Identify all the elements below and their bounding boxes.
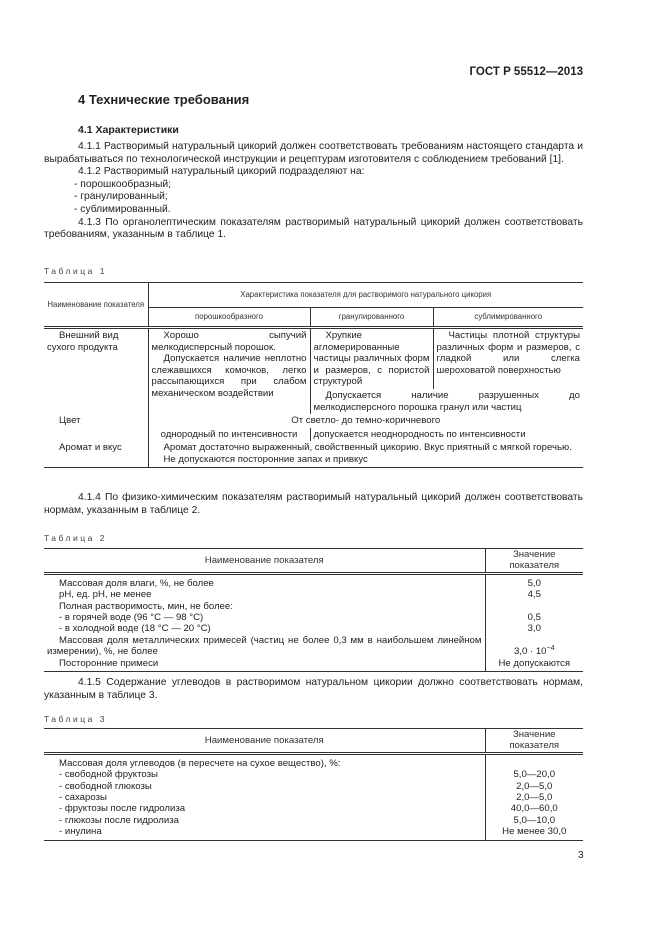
paragraph-4-1-2: 4.1.2 Растворимый натуральный цикорий подразделяют на: <box>78 166 365 178</box>
table-2 <box>44 548 583 672</box>
table-row-value <box>485 753 583 769</box>
table3-label: Таблица 3 <box>44 714 107 724</box>
table-row-name: Массовая доля влаги, %, не более <box>59 577 214 589</box>
color-others: допускается неоднородность по интенсивности <box>310 428 583 442</box>
intro-paragraphs <box>44 141 583 242</box>
table-row-value: 5,0—10,0 <box>485 815 583 826</box>
table-row-name: - свободной глюкозы <box>59 780 152 792</box>
table-row-value: 0,5 <box>485 612 583 623</box>
table-row-name: pH, ед. pH, не менее <box>59 589 152 601</box>
text: Аромат достаточно выраженный, свойственный цикорию. Вкус приятный с мягкой горечью. <box>163 442 572 454</box>
table2-label: Таблица 2 <box>44 533 107 543</box>
table-row-value: 5,0 <box>485 573 583 589</box>
table1-sub-sublimated: сублимированного <box>433 308 583 328</box>
table-row-value: Не допускаются <box>485 658 583 672</box>
table-row-name: Массовая доля углеводов (в пересчете на сухое вещество), %: <box>59 757 341 769</box>
list-item: - порошкообразный; <box>74 178 172 190</box>
table-row-value <box>485 601 583 612</box>
table-row-value: 2,0—5,0 <box>485 781 583 792</box>
color-powder: однородный по интенсивности <box>148 428 310 442</box>
appearance-granular: Хрупкие агломерированные частицы различных форм и размеров, с пористой структурой <box>310 328 433 389</box>
paragraph-4-1-4-block <box>44 492 583 517</box>
table-row-name: Посторонние примеси <box>59 657 159 669</box>
table-row-value: 40,0—60,0 <box>485 803 583 814</box>
table-row-value: 2,0—5,0 <box>485 792 583 803</box>
document-header: ГОСТ Р 55512—2013 <box>469 66 583 78</box>
text: Хорошо сыпучий мелкодисперсный порошок. <box>151 330 307 353</box>
paragraph-4-1-5-block <box>44 677 583 702</box>
table-row-name: Массовая доля металлических примесей (частиц не более 0,3 мм в наибольшем линейном измерении), %, не более <box>47 634 482 658</box>
paragraph-4-1-4: 4.1.4 По физико-химическим показателям растворимый натуральный цикорий должен соответствовать нормам, указанным в таблице 2. <box>44 492 583 516</box>
table1-label: Таблица 1 <box>44 266 107 276</box>
table1-sub-powder: порошкообразного <box>148 308 310 328</box>
table3-col-value: Значение показателя <box>485 729 583 754</box>
table-row-value: 3,0 <box>485 623 583 634</box>
appearance-sublimated: Частицы плотной структуры различных форм и размеров, с гладкой или слегка шероховатой поверхностью <box>433 328 583 389</box>
page-number: 3 <box>578 850 584 861</box>
table-row-value: 5,0—20,0 <box>485 769 583 780</box>
section-title: 4 Технические требования <box>78 92 250 107</box>
aroma-text <box>148 441 583 467</box>
list-item: - гранулированный; <box>74 191 168 203</box>
appearance-merged: Допускается наличие разрушенных до мелкодисперсного порошка гранул или частиц <box>310 389 583 414</box>
appearance-powder <box>148 328 310 415</box>
text: Не допускаются посторонние запах и привкус <box>163 453 368 465</box>
table1-col-group: Характеристика показателя для растворимого натурального цикория <box>148 283 583 308</box>
table-row-value: 4,5 <box>485 589 583 600</box>
table-row-name: - сахарозы <box>59 792 107 804</box>
table-row-name: Полная растворимость, мин, не более: <box>59 600 233 612</box>
paragraph-4-1-1: 4.1.1 Растворимый натуральный цикорий должен соответствовать требованиям настоящего стандарта и вырабатываться по технологической инструкции и рецептурам изготовителя с соблюдением требований [1]. <box>44 141 583 165</box>
table1-sub-granular: гранулированного <box>310 308 433 328</box>
color-common: От светло- до темно-коричневого <box>148 414 583 428</box>
text: Допускается наличие неплотно слежавшихся комочков, легко рассыпающихся при слабом механическом воздействии <box>151 353 307 399</box>
table-3 <box>44 728 583 841</box>
table-row-name: - свободной фруктозы <box>59 769 158 781</box>
paragraph-4-1-3: 4.1.3 По органолептическим показателям растворимый натуральный цикорий должен соответствовать требованиям, указанным в таблице 1. <box>44 216 583 241</box>
table2-col-value: Значение показателя <box>485 549 583 574</box>
table-row-name: - в горячей воде (96 °С — 98 °С) <box>59 612 204 624</box>
row-name-aroma: Аромат и вкус <box>59 442 122 454</box>
table-row-name: - фруктозы после гидролиза <box>59 803 186 815</box>
table-row-value <box>485 635 583 658</box>
paragraph-4-1-5: 4.1.5 Содержание углеводов в растворимом натуральном цикории должно соответствовать нормам, указанным в таблице 3. <box>44 677 583 701</box>
table-row-name: - глюкозы после гидролиза <box>59 814 179 826</box>
table2-col-name: Наименование показателя <box>44 549 485 574</box>
table-row-name: - инулина <box>59 826 102 838</box>
table-row-name: - в холодной воде (18 °С — 20 °С) <box>59 623 211 635</box>
subsection-title: 4.1 Характеристики <box>78 124 179 136</box>
value-exponent: −4 <box>546 645 555 653</box>
table-1 <box>44 282 583 468</box>
list-item: - сублимированный. <box>74 203 171 215</box>
row-name-color: Цвет <box>59 415 81 427</box>
table3-col-name: Наименование показателя <box>44 729 485 754</box>
value-mantissa: 3,0 · 10 <box>513 646 547 658</box>
row-name-appearance: Внешний вид сухого продукта <box>47 330 119 353</box>
table1-col-name: Наименование показателя <box>44 283 148 328</box>
table-row-value: Не менее 30,0 <box>485 826 583 840</box>
